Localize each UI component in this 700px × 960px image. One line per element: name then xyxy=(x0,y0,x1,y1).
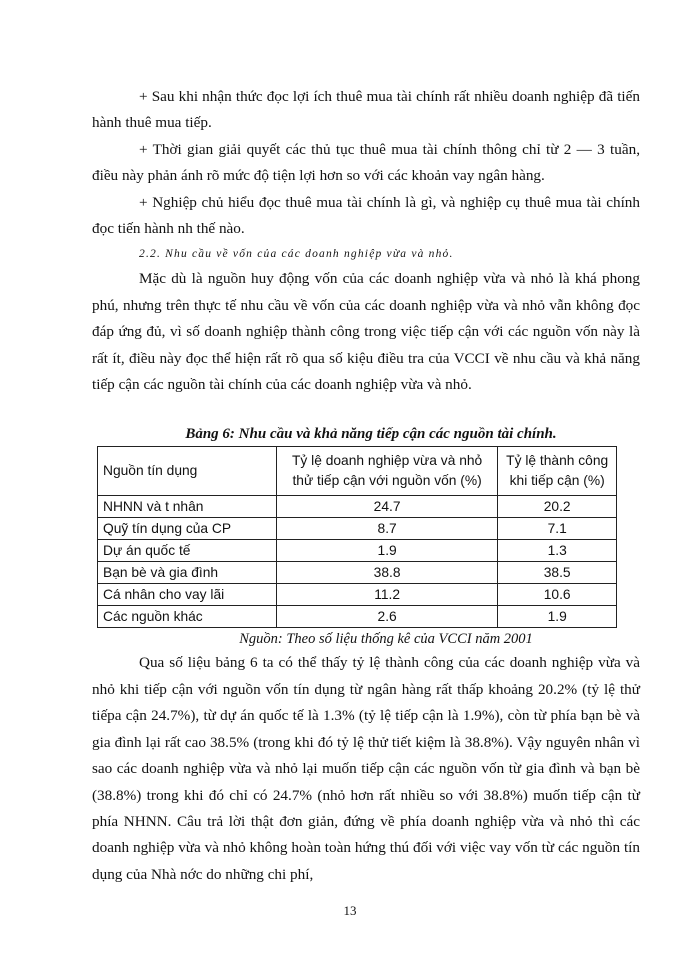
cell-success-rate: 20.2 xyxy=(498,496,617,518)
cell-source: Dự án quốc tế xyxy=(98,540,277,562)
table-header-row xyxy=(98,447,617,496)
intro-paragraph: Mặc dù là nguồn huy động vốn của các doanh nghiệp vừa và nhỏ là khá phong phú, nhưng trên thực tế nhu cầu về vốn của các doanh nghiệp vừa và nhỏ vẫn không đọc đáp ứng đủ, vì số doanh nghiệp thành công trong việc tiếp cận với các nguồn vốn này là rất ít, điều này đọc thể hiện rất rõ qua số kiệu điều tra của VCCI về nhu cầu và khả năng tiếp cận các nguồn tài chính của các doanh nghiệp vừa và nhỏ. xyxy=(92,270,640,394)
table-row xyxy=(98,606,617,628)
cell-success-rate: 38.5 xyxy=(498,562,617,584)
cell-attempt-rate: 24.7 xyxy=(276,496,498,518)
cell-attempt-rate: 1.9 xyxy=(276,540,498,562)
table-row xyxy=(98,540,617,562)
page-content xyxy=(92,84,640,888)
cell-source: Cá nhân cho vay lãi xyxy=(98,584,277,606)
cell-source: Bạn bè và gia đình xyxy=(98,562,277,584)
table-source-note: Nguồn: Theo số liệu thống kê của VCCI năm 2001 xyxy=(239,631,533,648)
cell-attempt-rate: 8.7 xyxy=(276,518,498,540)
analysis-paragraph: Qua số liệu bảng 6 ta có thể thấy tỷ lệ thành công của các doanh nghiệp vừa và nhỏ khi tiếp cận với nguồn vốn tín dụng từ ngân hàng rất thấp khoảng 20.2% (tỷ lệ thử tiếpa cận 24.7%), từ dự án quốc tế là 1.3% (tỷ lệ tiếp cận là 1.9%), còn từ phía bạn bè và gia đình lại rất cao 38.5% (trong khi đó tỷ lệ thử tiết kiệm là 38.8%). Vậy nguyên nhân vì sao các doanh nghiệp vừa và nhỏ lại muốn tiếp cận các nguồn vốn từ gia đình và bạn bè (38.8%) trong khi đó chỉ có 24.7% (nhỏ hơn rất nhiều so với 38.8%) muốn tiếp cận từ phía NHNN. Câu trả lời thật đơn giản, đứng về phía doanh nghiệp vừa và nhỏ thì các doanh nghiệp vừa và nhỏ không hoàn toàn hứng thú đối với việc vay vốn từ các nguồn tín dụng của Nhà nớc do những chi phí, xyxy=(92,654,640,883)
header-attempt-rate: Tỷ lệ doanh nghiệp vừa và nhỏ thử tiếp cận với nguồn vốn (%) xyxy=(276,447,498,496)
cell-success-rate: 1.9 xyxy=(498,606,617,628)
cell-success-rate: 7.1 xyxy=(498,518,617,540)
bullet-paragraph-3: + Nghiệp chủ hiểu đọc thuê mua tài chính là gì, và nghiệp cụ thuê mua tài chính đọc tiến hành nh thế nào. xyxy=(92,193,640,238)
cell-success-rate: 10.6 xyxy=(498,584,617,606)
cell-attempt-rate: 2.6 xyxy=(276,606,498,628)
funding-sources-table xyxy=(97,446,617,628)
bullet-paragraph-1: + Sau khi nhận thức đọc lợi ích thuê mua tài chính rất nhiều doanh nghiệp đã tiến hành thuê mua tiếp. xyxy=(92,88,640,132)
section-heading: 2.2. Nhu cầu về vốn của các doanh nghiệp vừa và nhỏ. xyxy=(139,248,454,261)
cell-source: NHNN và t nhân xyxy=(98,496,277,518)
cell-attempt-rate: 38.8 xyxy=(276,562,498,584)
table-row xyxy=(98,518,617,540)
page-number: 13 xyxy=(343,903,357,918)
cell-attempt-rate: 11.2 xyxy=(276,584,498,606)
table-row xyxy=(98,584,617,606)
cell-source: Quỹ tín dụng của CP xyxy=(98,518,277,540)
cell-success-rate: 1.3 xyxy=(498,540,617,562)
table-row xyxy=(98,496,617,518)
cell-source: Các nguồn khác xyxy=(98,606,277,628)
header-source: Nguồn tín dụng xyxy=(98,447,277,496)
header-success-rate: Tỷ lệ thành công khi tiếp cận (%) xyxy=(498,447,617,496)
table-row xyxy=(98,562,617,584)
table-title: Bảng 6: Nhu cầu và khả năng tiếp cận các nguồn tài chính. xyxy=(185,426,557,443)
bullet-paragraph-2: + Thời gian giải quyết các thủ tục thuê mua tài chính thông chỉ từ 2 — 3 tuần, điều này phản ánh rõ mức độ tiện lợi hơn so với các khoản vay ngân hàng. xyxy=(92,140,640,185)
